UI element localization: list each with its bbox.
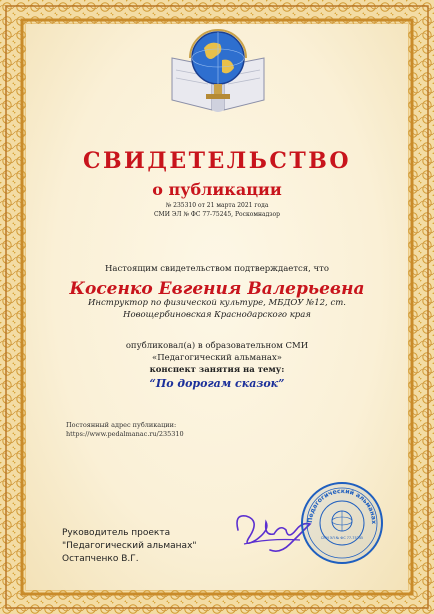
round-stamp-icon bbox=[300, 481, 384, 565]
globe-book-emblem-icon bbox=[162, 18, 274, 122]
address-label: Постоянный адрес публикации: bbox=[66, 421, 177, 429]
confirm-text: Настоящим свидетельством подтверждается, что bbox=[104, 264, 329, 274]
published-line-1: опубликовал(а) в образовательном СМИ bbox=[125, 341, 309, 351]
address-url[interactable]: https://www.pedalmanac.ru/235310 bbox=[66, 430, 184, 438]
published-line-2: «Педагогический альманах» bbox=[152, 353, 282, 363]
stamp-inner-text: СМИ ЭЛ № ФС 77-75245 bbox=[320, 536, 364, 540]
position-line-2: Новощербиновская Краснодарского края bbox=[123, 310, 311, 320]
signature-line-3: Остапченко В.Г. bbox=[62, 554, 139, 564]
published-line-3: конспект занятия на тему: bbox=[149, 365, 285, 375]
certificate-subtitle: о публикации bbox=[152, 180, 282, 199]
publication-topic: “По дорогам сказок” bbox=[149, 377, 285, 390]
position-line-1: Инструктор по физической культуре, МБДОУ №12, ст. bbox=[88, 298, 346, 308]
signature-line-2: "Педагогический альманах" bbox=[62, 541, 197, 551]
stamp-outer-text: Педагогический альманах bbox=[306, 487, 378, 525]
certificate-title: СВИДЕТЕЛЬСТВО bbox=[82, 148, 352, 174]
media-license-line: СМИ ЭЛ № ФС 77-75245, Роскомнадзор bbox=[153, 211, 281, 218]
signature-line-1: Руководитель проекта bbox=[62, 528, 171, 538]
recipient-name: Косенко Евгения Валерьевна bbox=[69, 279, 365, 299]
registration-line: № 235310 от 21 марта 2021 года bbox=[165, 202, 269, 209]
